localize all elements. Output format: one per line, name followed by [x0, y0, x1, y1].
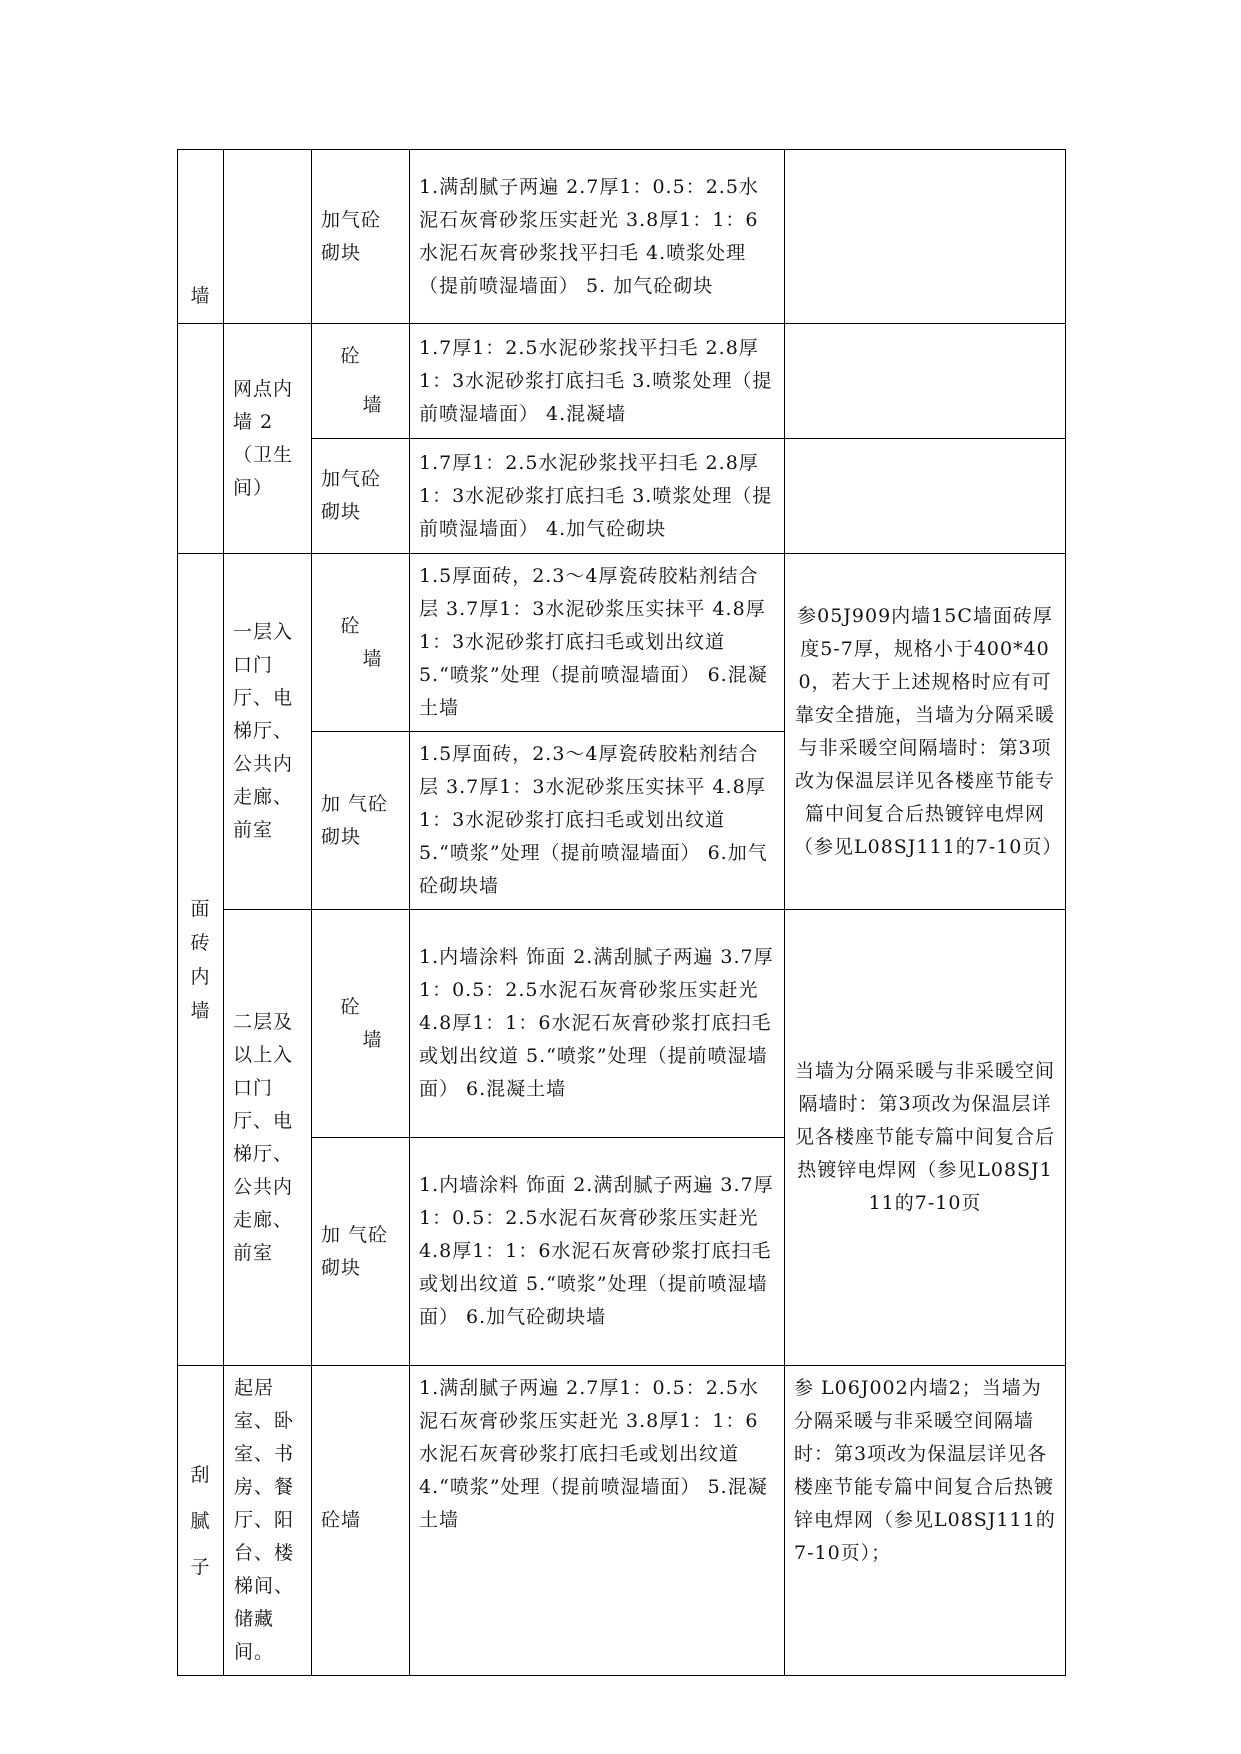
material-cell: 加气砼砌块	[312, 150, 410, 324]
table-row	[178, 910, 1066, 1138]
method-cell: 1.内墙涂料 饰面 2.满刮腻子两遍 3.7厚1：0.5：2.5水泥石灰膏砂浆压实赶光 4.8厚1：1：6水泥石灰膏砂浆打底扫毛或划出纹道 5.“喷浆”处理（提前喷湿墙面） 6.混凝土墙	[410, 910, 785, 1138]
material-cell	[312, 324, 410, 439]
category-char: 内	[190, 965, 211, 988]
method-cell: 1.5厚面砖，2.3～4厚瓷砖胶粘剂结合层 3.7厚1：3水泥砂浆压实抹平 4.8厚1：3水泥砂浆打底扫毛或划出纹道 5.“喷浆”处理（提前喷湿墙面） 6.加气砼砌块墙	[410, 732, 785, 910]
location-cell: 起居室、卧室、书房、餐厅、阳台、楼梯间、储藏间。	[224, 1366, 312, 1676]
material-cell: 加 气砼砌块	[312, 1138, 410, 1366]
material-cell: 加气砼砌块	[312, 439, 410, 554]
category-char: 腻	[190, 1509, 211, 1532]
material-line: 墙	[362, 647, 383, 670]
location-cell	[224, 150, 312, 324]
table-row	[178, 439, 1066, 554]
note-cell: 参05J909内墙15C墙面砖厚度5-7厚，规格小于400*400，若大于上述规格时应有可靠安全措施，当墙为分隔采暖与非采暖空间隔墙时：第3项改为保温层详见各楼座节能专篇中间复合后热镀锌电焊网（参见L08SJ111的7-10页）	[785, 554, 1066, 910]
method-cell: 1.7厚1：2.5水泥砂浆找平扫毛 2.8厚1：3水泥砂浆打底扫毛 3.喷浆处理（提前喷湿墙面） 4.加气砼砌块	[410, 439, 785, 554]
note-cell: 参 L06J002内墙2；当墙为分隔采暖与非采暖空间隔墙时：第3项改为保温层详见各楼座节能专篇中间复合后热镀锌电焊网（参见L08SJ111的7-10页）；	[785, 1366, 1066, 1676]
material-line: 墙	[362, 394, 383, 416]
method-cell: 1.5厚面砖，2.3～4厚瓷砖胶粘剂结合层 3.7厚1：3水泥砂浆压实抹平 4.8厚1：3水泥砂浆打底扫毛或划出纹道 5.“喷浆”处理（提前喷湿墙面） 6.混凝土墙	[410, 554, 785, 732]
method-cell: 1.7厚1：2.5水泥砂浆找平扫毛 2.8厚1：3水泥砂浆打底扫毛 3.喷浆处理（提前喷湿墙面） 4.混凝墙	[410, 324, 785, 439]
material-line: 砼	[340, 345, 361, 367]
location-cell: 一层入口门厅、电梯厅、公共内走廊、前室	[224, 554, 312, 910]
method-cell: 1.满刮腻子两遍 2.7厚1：0.5：2.5水泥石灰膏砂浆压实赶光 3.8厚1：1：6水泥石灰膏砂浆找平扫毛 4.喷浆处理（提前喷湿墙面） 5. 加气砼砌块	[410, 150, 785, 324]
category-cell	[178, 554, 224, 1366]
material-cell: 砼墙	[312, 1366, 410, 1676]
material-cell: 加 气砼砌块	[312, 732, 410, 910]
table-row	[178, 324, 1066, 439]
interior-wall-finish-table	[177, 149, 1066, 1676]
table-row	[178, 1366, 1066, 1676]
category-char: 子	[190, 1555, 211, 1578]
material-line: 砼	[340, 995, 361, 1018]
method-cell: 1.满刮腻子两遍 2.7厚1：0.5：2.5水泥石灰膏砂浆压实赶光 3.8厚1：1：6水泥石灰膏砂浆打底扫毛或划出纹道 4.“喷浆”处理（提前喷湿墙面） 5.混凝土墙	[410, 1366, 785, 1676]
location-cell: 网点内墙 2（卫生间）	[224, 324, 312, 554]
note-cell	[785, 439, 1066, 554]
category-char: 刮	[190, 1463, 211, 1486]
method-cell: 1.内墙涂料 饰面 2.满刮腻子两遍 3.7厚1：0.5：2.5水泥石灰膏砂浆压实赶光 4.8厚1：1：6水泥石灰膏砂浆打底扫毛或划出纹道 5.“喷浆”处理（提前喷湿墙面） 6.加气砼砌块墙	[410, 1138, 785, 1366]
material-cell	[312, 910, 410, 1138]
note-cell	[785, 150, 1066, 324]
material-cell	[312, 554, 410, 732]
category-char: 面	[190, 897, 211, 920]
category-cell	[178, 324, 224, 554]
category-char: 砖	[190, 931, 211, 954]
table-row	[178, 150, 1066, 324]
category-cell	[178, 1366, 224, 1676]
category-cell: 墙	[178, 150, 224, 324]
material-line: 墙	[362, 1028, 383, 1051]
material-line: 砼	[340, 614, 361, 637]
note-cell: 当墙为分隔采暖与非采暖空间隔墙时：第3项改为保温层详见各楼座节能专篇中间复合后热镀锌电焊网（参见L08SJ111的7-10页	[785, 910, 1066, 1366]
note-cell	[785, 324, 1066, 439]
table-row	[178, 554, 1066, 732]
category-char: 墙	[190, 999, 211, 1022]
location-cell: 二层及以上入口门厅、电梯厅、公共内走廊、前室	[224, 910, 312, 1366]
